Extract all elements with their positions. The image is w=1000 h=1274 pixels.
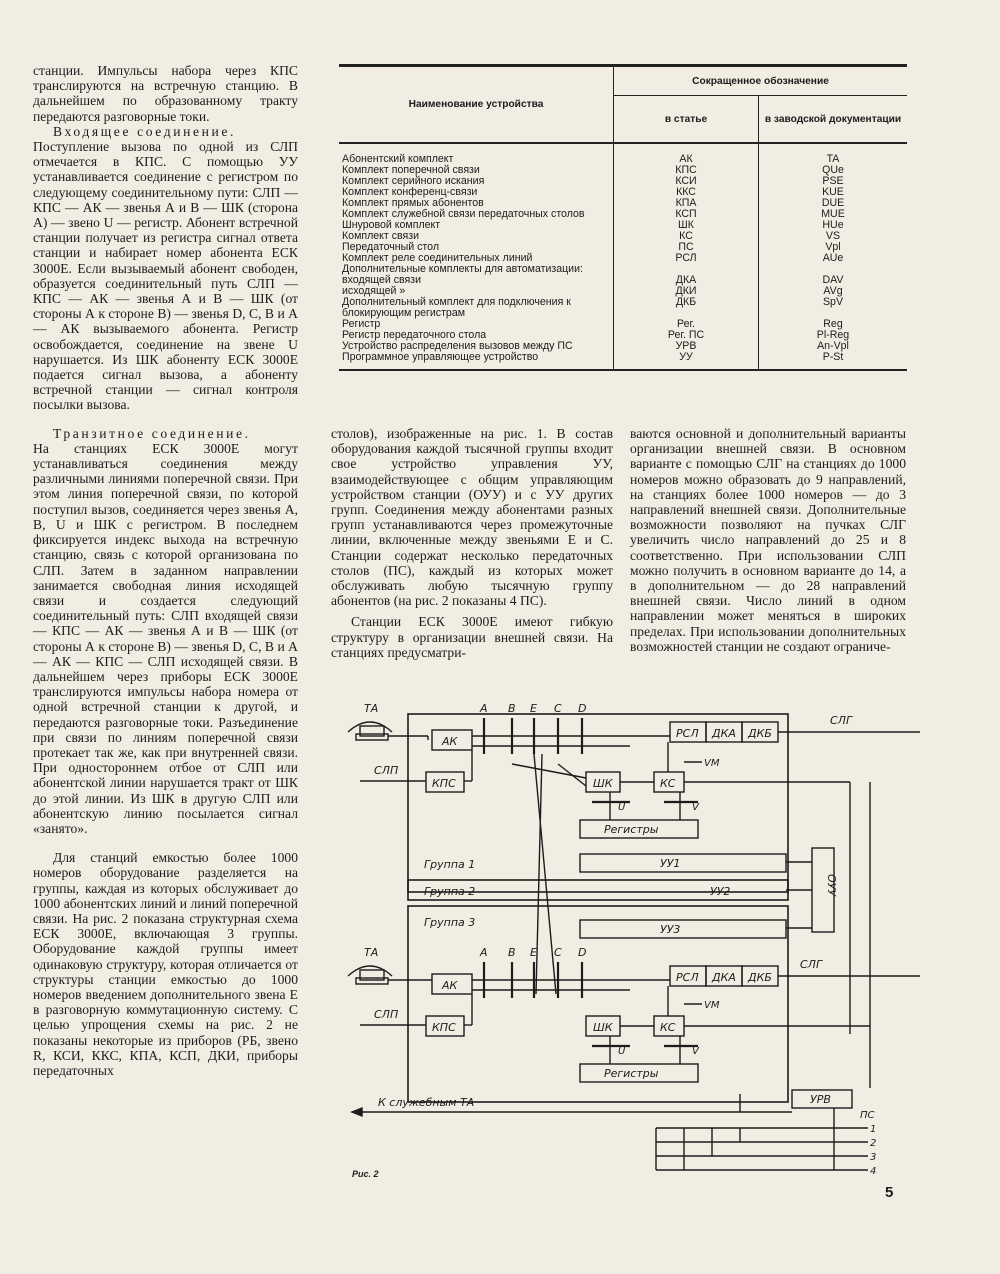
svg-text:РСЛ: РСЛ [676,971,699,984]
svg-text:ДКА: ДКА [712,971,736,984]
telephone-icon [348,966,392,984]
svg-text:A: A [480,946,488,959]
device-name-cell: Комплект серийного искания [342,175,485,187]
svg-text:АК: АК [442,735,458,748]
group-1-label: Группа 1 [424,858,476,871]
text-column-right [630,426,906,654]
slp-label: СЛП [374,1008,399,1021]
ps-bus [656,1108,868,1170]
article-abbr-cell: КСП [614,209,759,220]
table-header-name: Наименование устройства [339,66,614,144]
device-name-cell: исходящей » [342,285,406,297]
article-abbr-cell: КПС [614,165,759,176]
svg-text:VM: VM [704,758,720,769]
table-row [339,220,907,231]
svg-text:VM: VM [704,1000,720,1011]
svg-text:Регистры: Регистры [604,1067,659,1080]
article-abbr-cell: ПС [614,242,759,253]
svg-text:ДКА: ДКА [712,727,736,740]
svg-text:3: 3 [870,1152,877,1163]
device-name-cell: Комплект связи [342,230,420,242]
svg-text:V: V [692,1046,699,1057]
table-row [339,297,907,319]
telephone-icon [348,722,392,740]
svg-text:D: D [578,702,587,715]
svg-text:КПС: КПС [432,777,456,790]
svg-text:C: C [554,702,562,715]
device-name-cell: Регистр передаточного стола [342,329,487,341]
slg-label: СЛГ [830,714,853,727]
device-name-cell: Комплект реле соединительных линий [342,252,533,264]
table-row [339,264,907,275]
svg-text:УУ2: УУ2 [710,885,731,898]
svg-text:ПС: ПС [860,1110,875,1121]
group-3-label: Группа 3 [424,916,476,929]
table-header-factory: в заводской документации [759,96,908,144]
svg-text:УУ3: УУ3 [660,923,681,936]
device-name-cell: Комплект поперечной связи [342,164,480,176]
svg-text:E: E [530,946,537,959]
section-heading-incoming: Входящее соединение. [53,123,237,139]
factory-abbr-cell: Reg [759,319,908,330]
figure-caption: Рис. 2 [352,1169,379,1179]
article-abbr-cell: КПА [614,198,759,209]
svg-text:ОУУ: ОУУ [825,874,838,897]
svg-text:U: U [618,802,626,813]
factory-abbr-cell: P-St [759,352,908,370]
factory-abbr-cell: DUE [759,198,908,209]
factory-abbr-cell: AVg [759,286,908,297]
device-name-cell: Комплект прямых абонентов [342,197,484,209]
device-name-cell: Передаточный стол [342,241,440,253]
factory-abbr-cell: VS [759,231,908,242]
factory-abbr-cell: TA [759,143,908,165]
article-abbr-cell: Рег. [614,319,759,330]
text-column-left [33,63,298,1078]
table-row [339,352,907,370]
article-abbr-cell: ККС [614,187,759,198]
factory-abbr-cell: PSE [759,176,908,187]
device-name-cell: Устройство распределения вызовов между ПС [342,340,573,352]
svg-text:E: E [530,702,537,715]
uu3-box [580,920,786,938]
svg-text:АК: АК [442,979,458,992]
paragraph: станции. Импульсы набора через КПС транслируются на встречную станцию. В дальнейшем по образованному тракту передаются разговорные токи. [33,63,298,124]
svg-text:V: V [692,802,699,813]
paragraph: столов), изображенные на рис. 1. В состав оборудования каждой тысячной группы входит свое устройство управления УУ, взаимодействующее с общим управляющим устройством станции (ОУУ) и с УУ других групп. Соединения между абонентами разных групп устанавливаются через промежуточные линии, включенные между звеньями Е и С. Станции содержат несколько передаточных столов (ПС), каждый из которых может обслуживать любую тысячную группу абонентов (на рис. 2 показаны 4 ПС). [331,426,613,609]
uu1-box [580,854,786,872]
group-3-frame [408,906,788,1102]
device-name-cell: Дополнительный комплект для подключения к блокирующим регистрам [342,296,571,319]
device-name-cell: Программное управляющее устройство [339,352,614,370]
svg-text:B: B [508,702,516,715]
article-abbr-cell: ДКБ [614,297,759,319]
factory-abbr-cell: QUe [759,165,908,176]
table-row [339,275,907,286]
article-abbr-cell: АК [614,143,759,165]
device-name-cell: Регистр [342,318,381,330]
factory-abbr-cell: KUE [759,187,908,198]
article-abbr-cell: Рег. ПС [614,330,759,341]
slp-label: СЛП [374,764,399,777]
article-abbr-cell: ДКИ [614,286,759,297]
paragraph: На станциях ЕСК 3000Е могут устанавливаться соединения между различными линиями поперечной связи. При этом линия поперечной связи, по которой поступил вызов, соединяется через звенья А, В, U и ШК с регистром. В последнем фиксируется индекс выхода на встречную станцию, связь с которой организована по СЛП. Затем в заданном направлении занимается свободная линия исходящей связи и создается следующий соединительный путь: СЛП входящей связи — КПС — АК — звенья А и В — ШК (от стороны А к стороне В) — звенья D, С, В и А — АК — КПС — СЛП исходящей связи. В дальнейшем через приборы ЕСК 3000Е транслируются импульсы набора номера от одной встречной станции к другой, и передаются разговорные токи. Разъединение при связи по линиям поперечной связи протекает так же, как при внутренней связи. При одностороннем отбое от СЛП или абонентской линии нарушается тракт от ШК до этой линии. Из ШК в другую СЛП или абонентскую линию посылается сигнал «занято». [33,440,298,836]
device-abbreviation-table [339,64,907,371]
paragraph: Поступление вызова по одной из СЛП отмечается в КПС. С помощью УУ устанавливается соединение с регистром по следующему соединительному пути: СЛП — КПС — АК — звенья А и В — ШК (сторона А) — звено U — регистр. Абонент встречной станции получает из регистра сигнал ответа станции и набирает номер абонента ЕСК 3000Е. Если вызываемый абонент свободен, образуется соединительный путь СЛП — КПС — АК — звенья А и В — ШК (от стороны А к стороне В) — звенья D, С, В и А — АК вызываемого абонента. Регистр освобождается, соединение на звене U нарушается. Из ШК абоненту ЕСК 3000Е подается сигнал вызова, а абоненту встречной станции — сигнал контроля посылки вызова. [33,139,298,413]
svg-text:ШК: ШК [593,777,613,790]
svg-text:КС: КС [660,777,676,790]
svg-text:1: 1 [870,1124,877,1135]
factory-abbr-cell: MUE [759,209,908,220]
device-name-cell: Комплект конференц-связи [342,186,478,198]
svg-text:2: 2 [870,1138,877,1149]
svg-text:Регистры: Регистры [604,823,659,836]
article-abbr-cell: КСИ [614,176,759,187]
table-header-abbr: Сокращенное обозначение [614,66,908,96]
svg-text:C: C [554,946,562,959]
paragraph: Станции ЕСК 3000Е имеют гибкую структуру в организации внешней связи. На станциях предусматри- [331,614,613,660]
factory-abbr-cell: HUe [759,220,908,231]
table-header-article: в статье [614,96,759,144]
factory-abbr-cell: Pl-Reg [759,330,908,341]
figure-2-station-diagram [330,694,920,1194]
group-2-label: Группа 2 [424,885,476,898]
article-abbr-cell: КС [614,231,759,242]
ta-label: ТА [364,702,379,715]
page-number: 5 [885,1184,894,1201]
svg-text:ДКБ: ДКБ [748,727,772,740]
factory-abbr-cell: SpV [759,297,908,319]
factory-abbr-cell: AUe [759,253,908,264]
device-name-cell: входящей связи [342,274,422,286]
svg-text:КПС: КПС [432,1021,456,1034]
article-abbr-cell: ДКА [614,275,759,286]
svg-text:ШК: ШК [593,1021,613,1034]
device-name-cell: Комплект служебной связи передаточных столов [342,208,585,220]
paragraph: Для станций емкостью более 1000 номеров оборудование разделяется на группы, каждая из которых обслуживает до 1000 абонентских линий и линий поперечной связи. На рис. 2 показана структурная схема ЕСК 3000Е, включающая 3 группы. Оборудование каждой группы имеет одинаковую структуру, которая отличается от структуры станции емкостью до 1000 номеров введением дополнительного звена Е в разговорную коммутационную систему. С целью упрощения схемы на рис. 2 не показаны некоторые из приборов (РБ, звено R, КСИ, ККС, КПА, КСП, ДКИ, приборы передаточных [33,850,298,1078]
device-name-cell: Дополнительные комплекты для автоматизации: [342,263,583,275]
factory-abbr-cell: DAV [759,275,908,286]
svg-text:УРВ: УРВ [810,1093,831,1106]
article-abbr-cell: РСЛ [614,253,759,264]
slg-label: СЛГ [800,958,823,971]
svg-text:ДКБ: ДКБ [748,971,772,984]
svg-text:B: B [508,946,516,959]
svg-text:КС: КС [660,1021,676,1034]
svg-text:УУ1: УУ1 [660,857,681,870]
factory-abbr-cell: Vpl [759,242,908,253]
factory-abbr-cell: An-Vpl [759,341,908,352]
device-name-cell: Абонентский комплект [342,153,454,165]
text-column-middle [331,426,613,660]
article-abbr-cell: УРВ [614,341,759,352]
svg-text:D: D [578,946,587,959]
paragraph: ваются основной и дополнительный варианты организации внешней связи. В основном варианте с помощью СЛГ на станциях до 1000 номеров можно образовать до 9 направлений, на станциях более 1000 номеров — до 3 направлений внешней связи. Дополнительные возможности позволяют на пучках СЛГ увеличить число направлений до 25 и 8 соответственно. При использовании СЛП можно получить в основном варианте до 14, а в дополнительном — до 28 направлений внешней связи. Число линий в одном направлении может меняться в широких пределах. При использовании дополнительных возможностей станции не создают ограниче- [630,426,906,654]
article-abbr-cell: УУ [614,352,759,370]
svg-text:4: 4 [870,1166,877,1177]
svg-text:U: U [618,1046,626,1057]
svg-text:РСЛ: РСЛ [676,727,699,740]
article-abbr-cell: ШК [614,220,759,231]
table-row [339,143,907,165]
device-name-cell: Шнуровой комплект [342,219,441,231]
service-ta-label: К служебным ТА [378,1096,475,1109]
ta-label: ТА [364,946,379,959]
svg-text:A: A [480,702,488,715]
section-heading-transit: Транзитное соединение. [53,425,251,441]
